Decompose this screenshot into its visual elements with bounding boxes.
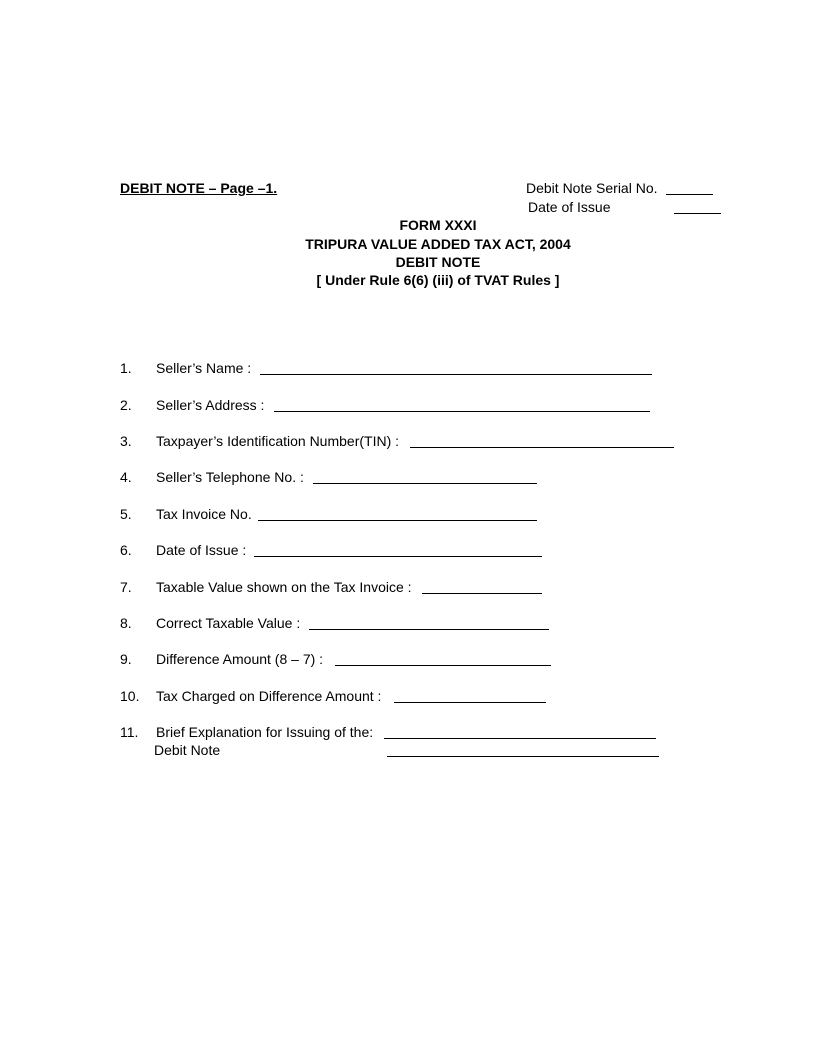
field-number: 1.: [120, 360, 132, 376]
correct-taxable-value-field[interactable]: [309, 629, 549, 630]
difference-amount-label: Difference Amount (8 – 7) :: [156, 651, 324, 667]
field-number: 10.: [120, 688, 140, 704]
brief-explanation-field-line-2[interactable]: [387, 756, 659, 757]
field-number: 3.: [120, 433, 132, 449]
tax-charged-label: Tax Charged on Difference Amount :: [156, 688, 382, 704]
field-number: 9.: [120, 651, 132, 667]
sellers-address-label: Seller’s Address :: [156, 397, 265, 413]
taxable-value-field[interactable]: [422, 593, 542, 594]
telephone-field[interactable]: [313, 483, 537, 484]
serial-number-label: Debit Note Serial No.: [526, 180, 658, 196]
field-number: 6.: [120, 542, 132, 558]
field-number: 2.: [120, 397, 132, 413]
date-of-issue-label: Date of Issue: [528, 199, 611, 215]
page-label: DEBIT NOTE – Page –1.: [120, 180, 278, 196]
date-of-issue-item-label: Date of Issue :: [156, 542, 247, 558]
tax-invoice-label: Tax Invoice No.: [156, 506, 252, 522]
taxable-value-label: Taxable Value shown on the Tax Invoice :: [156, 579, 412, 595]
sellers-name-label: Seller’s Name :: [156, 360, 252, 376]
sellers-address-field[interactable]: [274, 411, 650, 412]
brief-explanation-label: Brief Explanation for Issuing of the:: [156, 724, 374, 740]
field-number: 11.: [120, 724, 139, 740]
date-of-issue-field[interactable]: [674, 213, 721, 214]
field-number: 8.: [120, 615, 132, 631]
sellers-name-field[interactable]: [260, 374, 652, 375]
serial-number-field[interactable]: [666, 194, 713, 195]
field-number: 4.: [120, 469, 132, 485]
tin-field[interactable]: [410, 447, 674, 448]
difference-amount-field[interactable]: [335, 665, 551, 666]
date-of-issue-item-field[interactable]: [254, 556, 542, 557]
correct-taxable-value-label: Correct Taxable Value :: [156, 615, 301, 631]
brief-explanation-label-cont: Debit Note: [154, 742, 221, 758]
tin-label: Taxpayer’s Identification Number(TIN) :: [156, 433, 400, 449]
telephone-label: Seller’s Telephone No. :: [156, 469, 304, 485]
field-number: 7.: [120, 579, 132, 595]
brief-explanation-field-line-1[interactable]: [384, 738, 656, 739]
document-title: DEBIT NOTE: [395, 254, 481, 270]
field-number: 5.: [120, 506, 132, 522]
tax-charged-field[interactable]: [394, 702, 546, 703]
rule-reference: [ Under Rule 6(6) (iii) of TVAT Rules ]: [316, 272, 560, 288]
form-number: FORM XXXI: [399, 217, 477, 233]
act-title: TRIPURA VALUE ADDED TAX ACT, 2004: [305, 236, 571, 252]
tax-invoice-field[interactable]: [258, 520, 537, 521]
